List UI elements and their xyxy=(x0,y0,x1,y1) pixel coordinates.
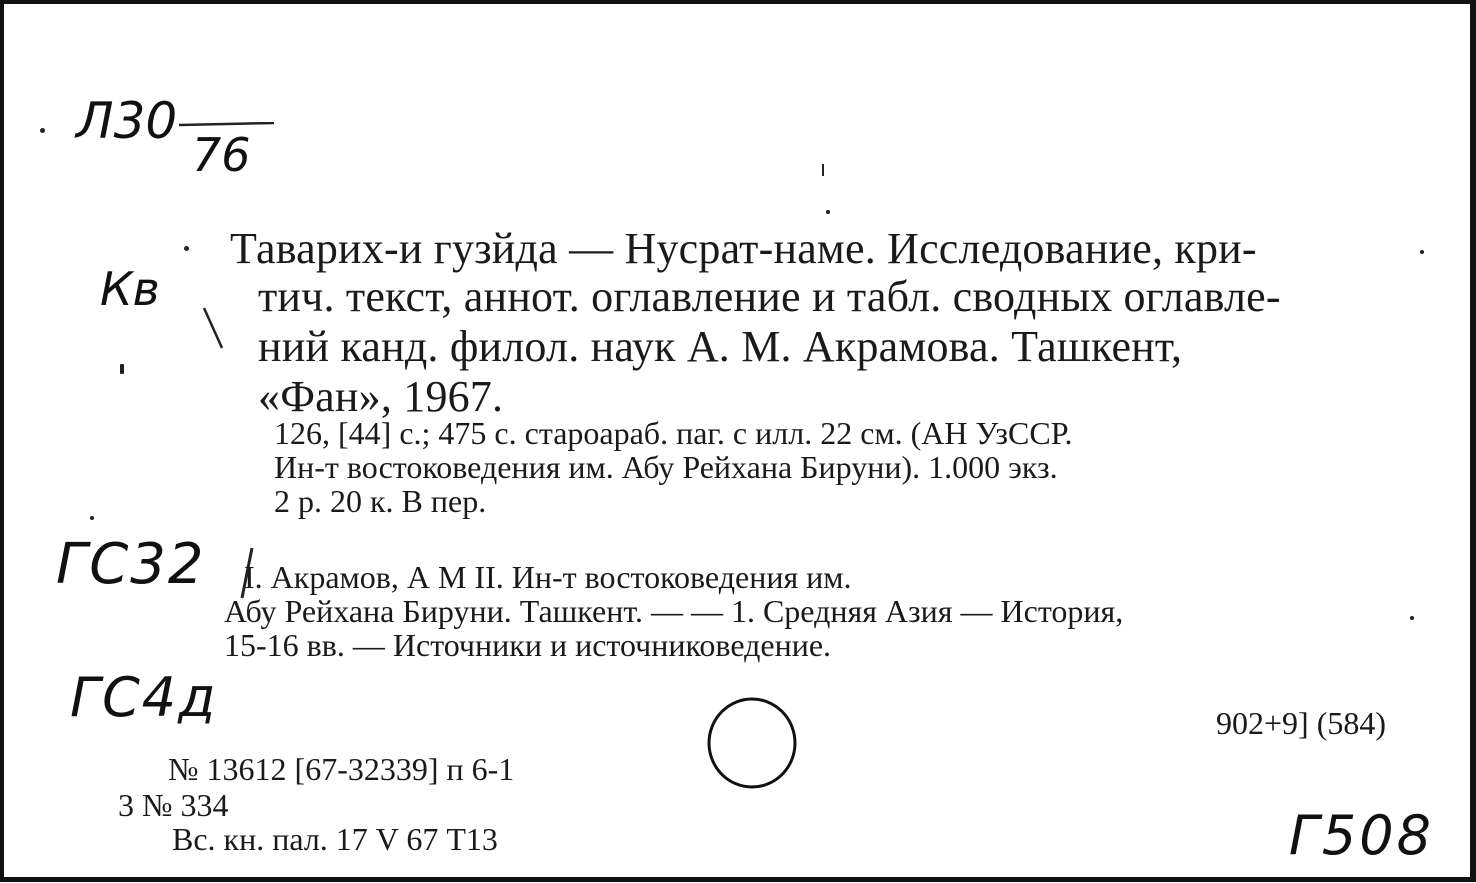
footer-line-1: № 13612 [67-32339] п 6-1 xyxy=(168,751,515,787)
footer-record-3 xyxy=(172,822,498,856)
shelf-mark-sub: 76 xyxy=(192,128,251,182)
handwritten-stroke xyxy=(200,304,230,354)
handwritten-shelf-mark-sub xyxy=(192,128,251,182)
handwritten-bottom-right: Г508 xyxy=(1288,804,1434,867)
handwritten-shelf-mark xyxy=(76,92,177,150)
footer-record-2 xyxy=(118,788,229,822)
shelf-mark-top: Л30 xyxy=(76,92,178,150)
scan-speck xyxy=(120,364,124,374)
scan-speck xyxy=(90,516,94,520)
title-line-3: ний канд. филол. наук А. М. Акрамова. Ташкент, xyxy=(258,322,1183,371)
classification-number: 902+9] (584) xyxy=(1215,705,1386,741)
footer-record xyxy=(168,752,514,786)
footer-line-3: Вс. кн. пал. 17 V 67 Т13 xyxy=(172,821,498,857)
tracing-line-2: Абу Рейхана Бируни. Ташкент. — — 1. Средняя Азия — История, xyxy=(224,593,1124,629)
scan-speck xyxy=(1420,250,1424,254)
tracing-line-1: I. Акрамов, А М II. Ин-т востоковедения им. xyxy=(244,559,852,595)
handwritten-code-2: ГС4д xyxy=(70,666,218,729)
title-entry xyxy=(230,226,1388,272)
tracings xyxy=(224,559,1388,663)
title-line-4: «Фан», 1967. xyxy=(258,372,504,421)
scan-speck xyxy=(822,164,824,176)
title-line-2: тич. текст, аннот. оглавление и табл. сводных оглавле- xyxy=(258,272,1281,321)
footer-line-2: 3 № 334 xyxy=(118,787,229,823)
handwritten-left-mark: Кв xyxy=(100,262,160,316)
tracing-line-3: 15-16 вв. — Источники и источниковедение. xyxy=(224,627,832,663)
drawn-circle xyxy=(704,694,804,794)
scan-speck xyxy=(826,210,830,214)
title-entry-cont xyxy=(258,274,1388,420)
scan-speck xyxy=(40,128,45,133)
physical-line-3: 2 р. 20 к. В пер. xyxy=(274,483,487,519)
physical-description xyxy=(274,416,1386,518)
handwritten-code-1: ГС32 xyxy=(56,532,206,597)
scan-speck xyxy=(1410,616,1414,620)
scan-speck xyxy=(184,246,189,251)
physical-line-2: Ин-т востоковедения им. Абу Рейхана Бируни). 1.000 экз. xyxy=(274,449,1058,485)
title-line-1: Таварих-и гузйда — Нусрат-наме. Исследование, кри- xyxy=(230,224,1257,273)
physical-line-1: 126, [44] с.; 475 с. староараб. паг. с илл. 22 см. (АН УзССР. xyxy=(274,415,1073,451)
